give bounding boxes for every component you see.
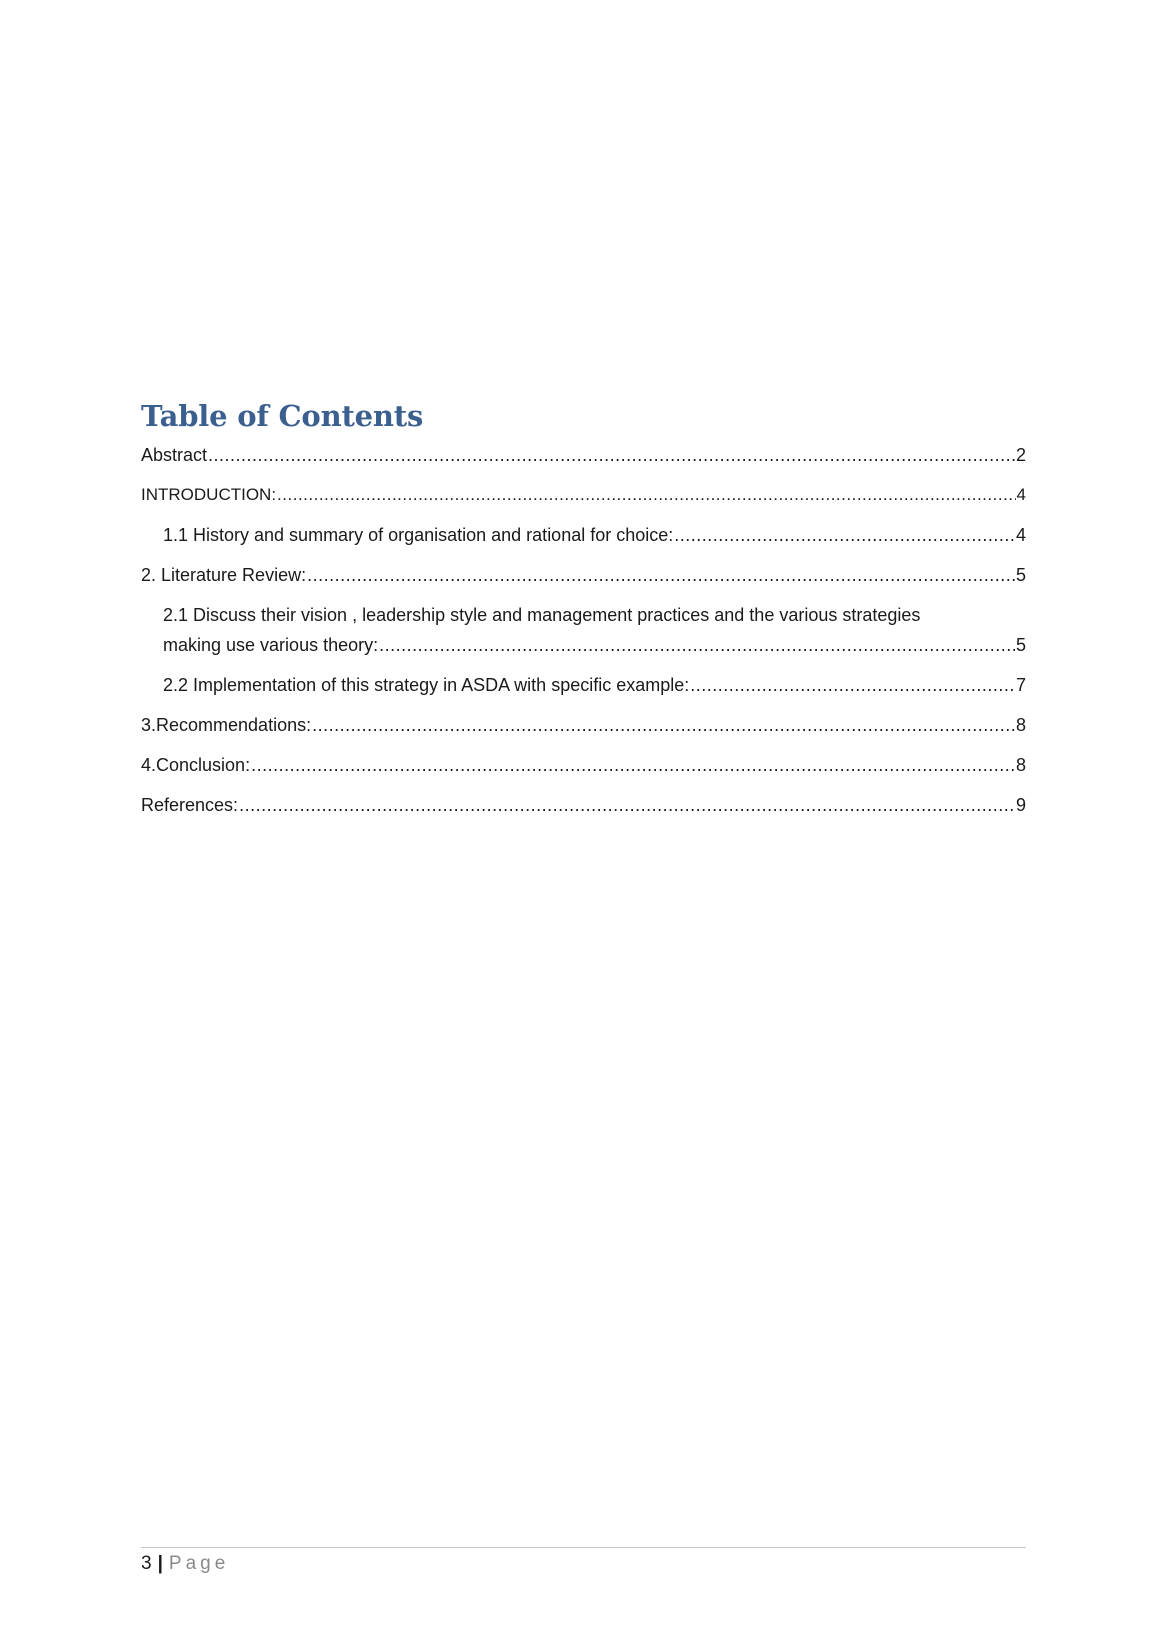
toc-entry-label-line1: 2.1 Discuss their vision , leadership style and management practices and the various strategies	[163, 605, 921, 625]
toc-entry-page: 8	[1015, 715, 1026, 735]
toc-dot-leader	[312, 710, 1015, 740]
toc-dot-leader	[208, 440, 1015, 470]
page-footer	[141, 1552, 229, 1576]
footer-page-word: Page	[168, 1553, 230, 1574]
toc-entry-page: 9	[1015, 795, 1026, 815]
toc-dot-leader	[674, 520, 1015, 550]
toc-entry-label: 3.Recommendations:	[141, 715, 312, 735]
toc-entry-references[interactable]	[141, 790, 1026, 820]
toc-entry-label: Abstract	[141, 445, 208, 465]
toc-entry-label: 2.2 Implementation of this strategy in ASDA with specific example:	[163, 675, 690, 695]
toc-dot-leader	[379, 630, 1015, 660]
toc-entry-label: 2. Literature Review:	[141, 565, 307, 585]
toc-entry-page: 4	[1016, 485, 1026, 504]
toc-entry-implementation[interactable]	[141, 670, 1026, 700]
toc-entry-vision-strategies[interactable]	[141, 600, 1026, 660]
footer-page-number: 3	[141, 1553, 152, 1574]
toc-entry-page: 2	[1015, 445, 1026, 465]
toc-entry-page: 4	[1015, 525, 1026, 545]
toc-entry-last-line	[163, 630, 1026, 660]
toc-entry-history[interactable]	[141, 520, 1026, 550]
toc-entry-label: 1.1 History and summary of organisation and rational for choice:	[163, 525, 674, 545]
toc-dot-leader	[277, 480, 1015, 510]
footer-divider	[141, 1547, 1026, 1548]
footer-separator: |	[157, 1553, 163, 1574]
toc-entry-page: 8	[1015, 755, 1026, 775]
toc-entry-page: 5	[1015, 565, 1026, 585]
toc-dot-leader	[239, 790, 1015, 820]
toc-entry-literature-review[interactable]	[141, 560, 1026, 590]
toc-entry-abstract[interactable]	[141, 440, 1026, 470]
toc-entry-label-line2: making use various theory:	[163, 635, 379, 655]
toc-entry-conclusion[interactable]	[141, 750, 1026, 780]
toc-entry-label: INTRODUCTION:	[141, 485, 277, 504]
toc-dot-leader	[251, 750, 1015, 780]
toc-entry-label: 4.Conclusion:	[141, 755, 251, 775]
toc-entry-recommendations[interactable]	[141, 710, 1026, 740]
toc-title: Table of Contents	[141, 399, 424, 433]
toc-entry-label: References:	[141, 795, 239, 815]
toc-entry-page: 7	[1015, 675, 1026, 695]
toc-dot-leader	[307, 560, 1015, 590]
toc-entry-introduction[interactable]	[141, 480, 1026, 510]
toc-dot-leader	[690, 670, 1015, 700]
table-of-contents	[141, 440, 1026, 830]
toc-entry-page: 5	[1015, 635, 1026, 655]
